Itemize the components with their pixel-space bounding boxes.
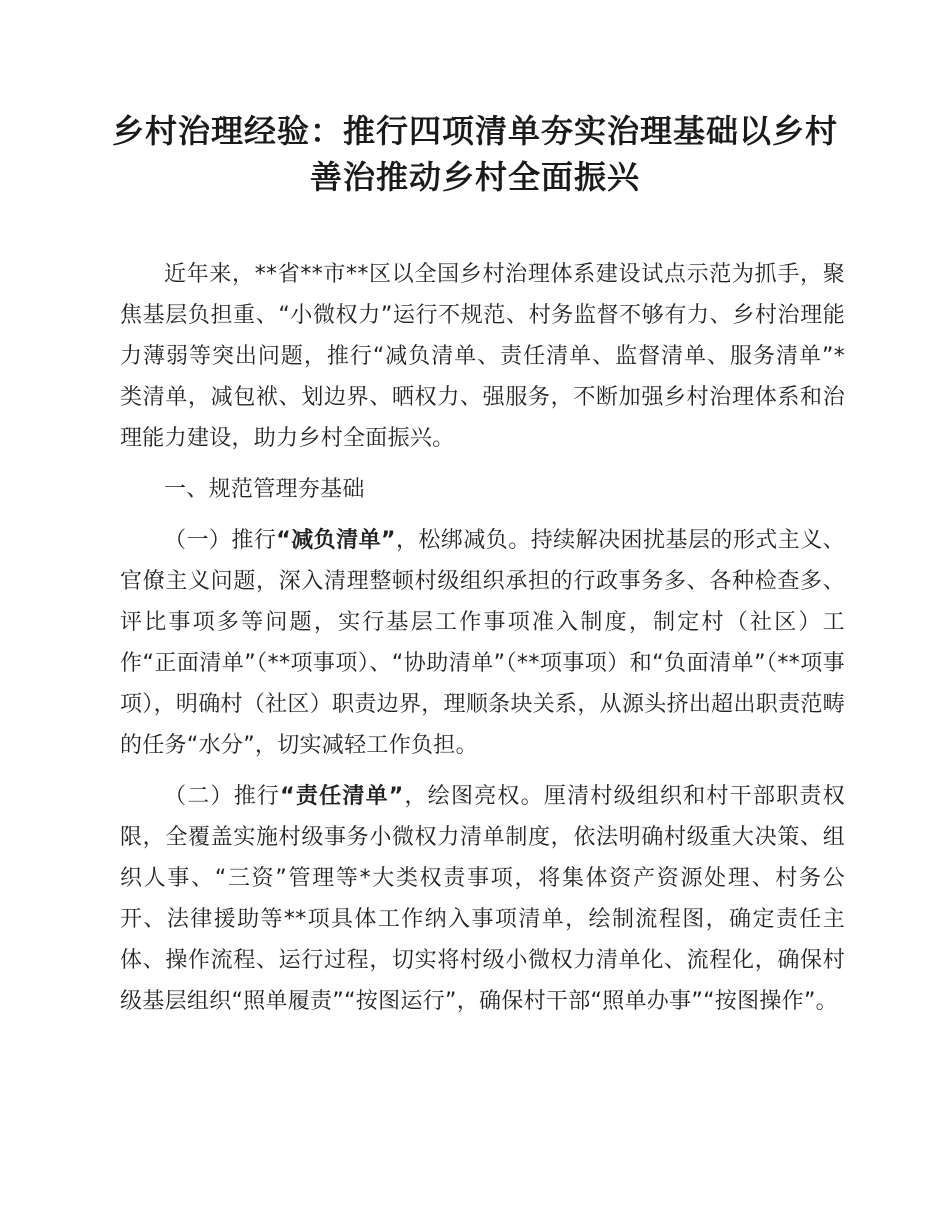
- item-2-text: ，绘图亮权。厘清村级组织和村干部职责权限，全覆盖实施村级事务小微权力清单制度，依法明确村级重大决策、组织人事、“三资”管理等*大类权责事项，将集体资产资源处理、村务公开、法律援助等**项具体工作纳入事项清单，绘制流程图，确定责任主体、操作流程、运行过程，切实将村级小微权力清单化、流程化，确保村级基层组织“照单履责”“按图运行”，确保村干部“照单办事”“按图操作”。: [120, 784, 845, 1014]
- section-heading: 一、规范管理夯基础: [164, 477, 365, 502]
- item-1-prefix: （一）推行: [164, 528, 277, 553]
- item-2-prefix: （二）推行: [164, 784, 281, 809]
- intro-paragraph: 近年来，**省**市**区以全国乡村治理体系建设试点示范为抓手，聚焦基层负担重、“小微权力”运行不规范、村务监督不够有力、乡村治理能力薄弱等突出问题，推行“减负清单、责任清单、监督清单、服务清单”*类清单，减包袱、划边界、晒权力、强服务，不断加强乡村治理体系和治理能力建设，助力乡村全面振兴。: [120, 262, 845, 451]
- item-2-lead: “责任清单”: [280, 784, 404, 809]
- item-1-text: ，松绑减负。持续解决困扰基层的形式主义、官僚主义问题，深入清理整顿村级组织承担的行政事务多、各种检查多、评比事项多等问题，实行基层工作事项准入制度，制定村（社区）工作“正面清单”（**项事项）、“协助清单”（**项事项）和“负面清单”（**项事项），明确村（社区）职责边界，理顺条块关系，从源头挤出超出职责范畴的任务“水分”，切实减轻工作负担。: [120, 528, 845, 758]
- item-paragraph-1: [120, 520, 845, 766]
- item-1-lead: “减负清单”: [276, 528, 396, 553]
- document-body: [120, 254, 845, 1032]
- item-paragraph-2: [120, 776, 845, 1022]
- document-title: 乡村治理经验：推行四项清单夯实治理基础以乡村善治推动乡村全面振兴: [111, 112, 838, 196]
